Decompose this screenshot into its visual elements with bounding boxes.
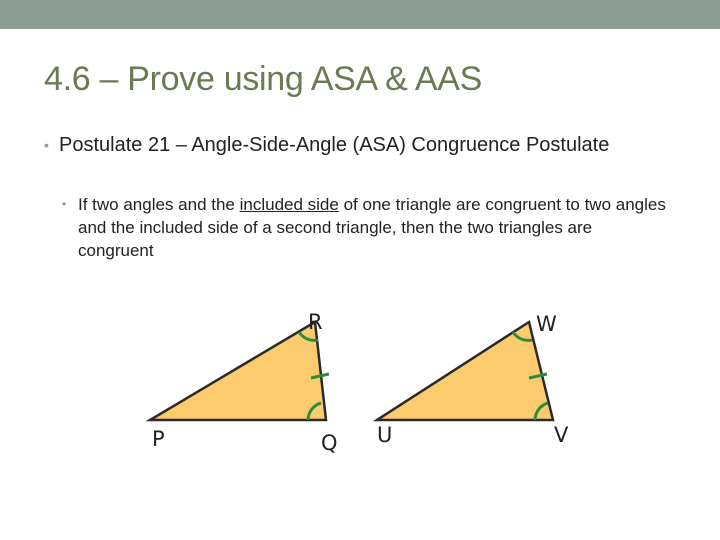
definition-text-end: of one triangle are congruent to two angles and the included side of a second triangle, then the two triangles are congruent [78, 195, 666, 260]
vertex-label-q: Q [321, 431, 338, 455]
slide-title: 4.6 – Prove using ASA & AAS [44, 60, 482, 98]
vertex-label-p: P [152, 427, 165, 451]
triangle-pqr [150, 322, 326, 420]
vertex-label-r: R [308, 310, 323, 334]
bullet-postulate-text: Postulate 21 – Angle-Side-Angle (ASA) Congruence Postulate [59, 134, 610, 156]
triangle-uvw [377, 322, 553, 420]
bullet-postulate [44, 132, 684, 159]
definition-text-start: If two angles and the [78, 195, 240, 214]
vertex-label-u: U [377, 423, 393, 447]
vertex-label-v: V [554, 423, 569, 447]
asa-triangles-diagram [140, 300, 580, 460]
bullet-marker: • [44, 137, 49, 153]
included-side-underlined: included side [239, 195, 339, 214]
sub-bullet-marker: • [62, 197, 67, 211]
sub-bullet-definition [62, 193, 672, 262]
top-accent-band [0, 0, 720, 29]
definition-text [62, 193, 672, 262]
vertex-label-w: W [536, 312, 557, 336]
